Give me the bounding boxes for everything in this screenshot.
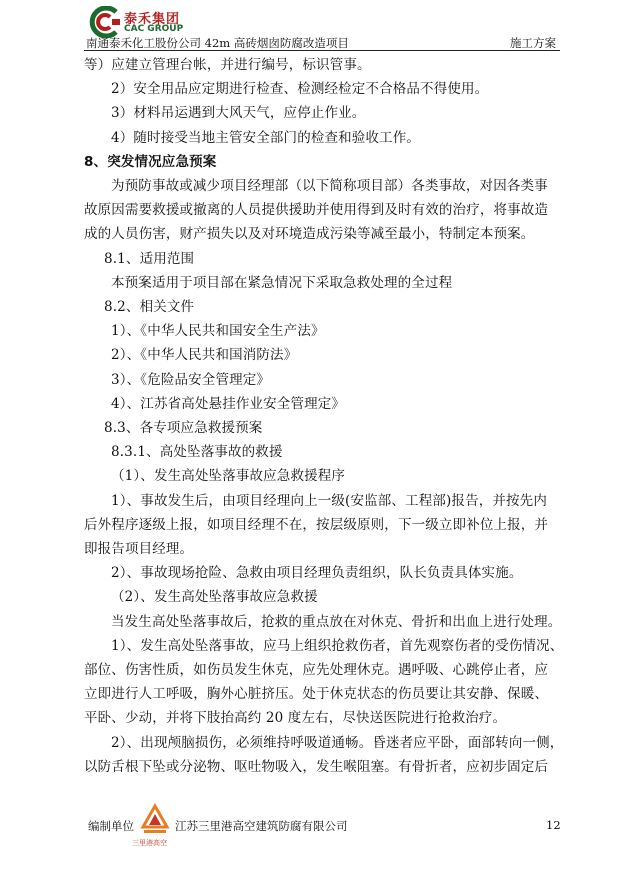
list-item: 3）、《危险品安全管理定》 [111, 371, 271, 388]
body-content [84, 53, 566, 779]
paragraph-line: 2）、事故现场抢险、急救由项目经理负责组织，队长负责具体实施。 [111, 565, 523, 582]
paragraph-line: 即报告项目经理。 [84, 541, 194, 558]
page-number: 12 [546, 818, 561, 832]
paragraph-line: 本预案适用于项目部在紧急情况下采取急救处理的全过程 [111, 274, 453, 291]
paragraph-line: 立即进行人工呼吸，胸外心脏挤压。处于休克状态的伤员要让其安静、保暖、 [84, 686, 549, 703]
paragraph-line: 部位、伤害性质，如伤员发生休克，应先处理休克。遇呼吸、心跳停止者，应 [84, 662, 549, 679]
paragraph-line: 平卧、少动，并将下肢抬高约 20 度左右，尽快送医院进行抢救治疗。 [84, 710, 507, 727]
section-heading: 8、突发情况应急预案 [84, 153, 217, 170]
paragraph-line: 2）安全用品应定期进行检查、检测经检定不合格品不得使用。 [111, 81, 489, 98]
cac-logo-icon [86, 6, 122, 38]
paragraph-line: 成的人员伤害，财产损失以及对环境造成污染等减至最小，特制定本预案。 [84, 226, 535, 243]
list-item: 1）、《中华人民共和国安全生产法》 [111, 323, 325, 340]
paragraph-line: 4）随时接受当地主管安全部门的检查和验收工作。 [111, 129, 421, 146]
subsection-heading: 8.3、各专项应急救援预案 [104, 420, 263, 437]
paragraph-line: 2）、出现颅脑损伤，必须维持呼吸道通畅。昏迷者应平卧，面部转向一侧， [111, 734, 564, 751]
subsection-heading: 8.3.1、高处坠落事故的救援 [111, 444, 283, 461]
subsection-heading: 8.1、适用范围 [104, 250, 195, 267]
paragraph-line: 后外程序逐级上报，如项目经理不在，按层级原则，下一级立即补位上报，并 [84, 516, 549, 533]
paragraph-line: 1）、发生高处坠落事故，应马上组织抢救伤者，首先观察伤者的受伤情况、 [111, 637, 564, 654]
list-item: 2）、《中华人民共和国消防法》 [111, 347, 298, 364]
header-divider [84, 50, 560, 51]
subsection-heading: （1）、发生高处坠落事故应急救援程序 [111, 468, 346, 485]
project-title: 南通泰禾化工股份公司 42m 高砖烟囱防腐改造项目 [86, 36, 349, 50]
paragraph-line: 为预防事故或减少项目经理部（以下简称项目部）各类事故，对因各类事 [111, 178, 548, 195]
paragraph-line: 以防舌根下坠或分泌物、呕吐物吸入，发生喉阻塞。有骨折者，应初步固定后 [84, 758, 549, 775]
logo-chinese-name: 泰禾集团 [124, 12, 181, 27]
footer-logo-text: 三里港高空 [132, 839, 167, 847]
document-type: 施工方案 [510, 36, 556, 50]
subsection-heading: （2）、发生高处坠落事故应急救援 [111, 589, 318, 606]
paragraph-line: 1）、事故发生后，由项目经理向上一级(安监部、工程部)报告，并按先内 [111, 492, 547, 509]
paragraph-line: 3）材料吊运遇到大风天气，应停止作业。 [111, 105, 366, 122]
paragraph-line: 故原因需要救援或撤离的人员提供援助并使用得到及时有效的治疗，将事故造 [84, 202, 549, 219]
list-item: 4）、江苏省高处悬挂作业安全管理定》 [111, 395, 346, 412]
sanligang-logo-icon [138, 803, 172, 837]
paragraph-line: 等）应建立管理台帐，并进行编号，标识管事。 [84, 57, 371, 73]
footer-label: 编制单位 [88, 819, 134, 833]
footer-company-name: 江苏三里港高空建筑防腐有限公司 [175, 819, 348, 833]
paragraph-line: 当发生高处坠落事故后，抢救的重点放在对休克、骨折和出血上进行处理。 [111, 613, 562, 630]
logo-english-name: CAC GROUP [124, 24, 184, 34]
subsection-heading: 8.2、相关文件 [104, 299, 195, 316]
